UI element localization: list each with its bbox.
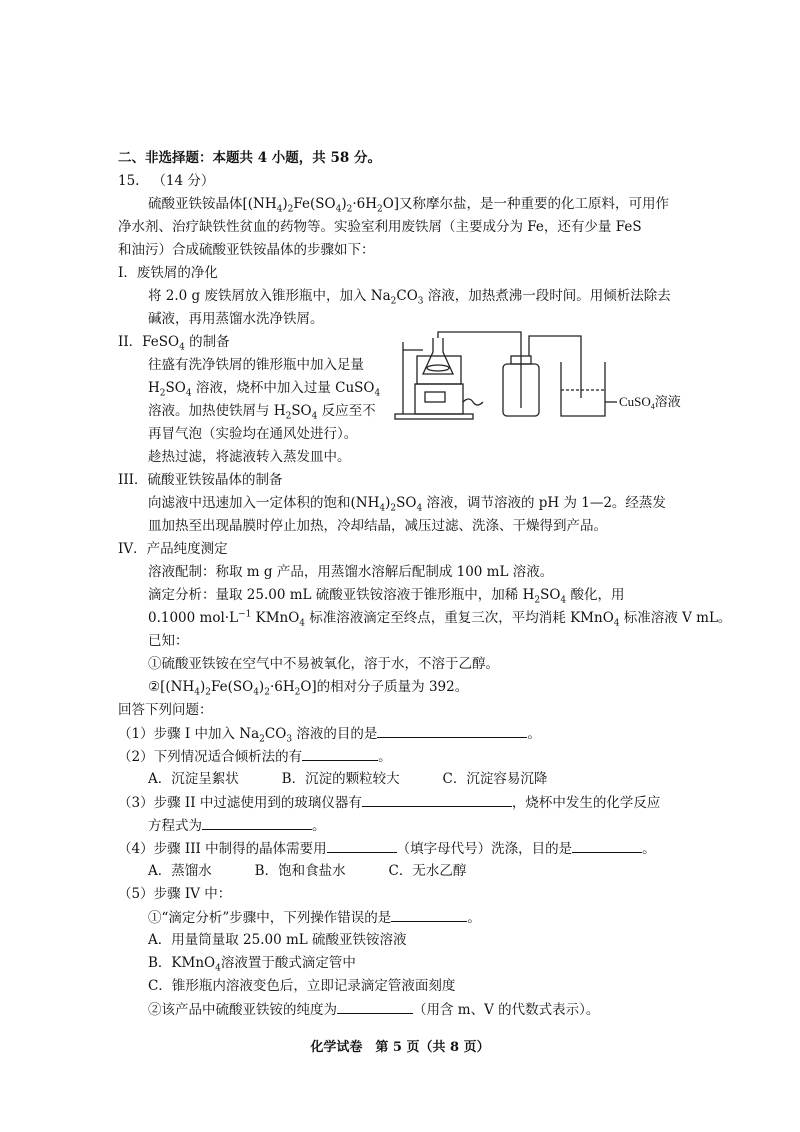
beaker: [561, 362, 605, 416]
step-4-title: IV．产品纯度测定: [118, 541, 228, 557]
answer-blank[interactable]: [202, 815, 312, 830]
question-5-part-2: ②该产品中硫酸亚铁铵的纯度为 （用含 m、V 的代数式表示）。: [148, 999, 599, 1020]
question-5: （5）步骤 IV 中：: [118, 886, 232, 902]
tube-1: [438, 332, 521, 364]
step-1-line-2: 碱液，再用蒸馏水洗净铁屑。: [148, 311, 324, 327]
step-1-line-1: 将 2.0 g 废铁屑放入锥形瓶中，加入 $Na_2CO_3$ 溶液，加热煮沸一段时间。用倾析法除去: [148, 288, 671, 307]
intro-line-3: 和油污）合成硫酸亚铁铵晶体的步骤如下：: [118, 242, 375, 258]
question-4-options: A．蒸馏水 B．饱和食盐水 C．无水乙醇: [148, 863, 467, 879]
question-2: （2）下列情况适合倾析法的有 。: [118, 746, 392, 767]
step-2-line-4: 再冒气泡（实验均在通风处进行）。: [148, 426, 358, 442]
stand-base: [395, 414, 473, 419]
answer-blank[interactable]: [302, 746, 378, 761]
answer-blank[interactable]: [391, 907, 467, 922]
step-4-prep: 溶液配制：称取 m g 产品，用蒸馏水溶解后配制成 100 mL 溶液。: [148, 564, 554, 580]
answer-blank[interactable]: [362, 792, 512, 807]
apparatus-figure: [393, 328, 693, 424]
answer-blank[interactable]: [377, 723, 527, 738]
step-1-title: I．废铁屑的净化: [118, 265, 218, 281]
question-5-part-1: ①“滴定分析”步骤中，下列操作错误的是 。: [148, 907, 481, 928]
step-4-titration-1: 滴定分析：量取 25.00 mL 硫酸亚铁铵溶液于锥形瓶中，加稀 $H_2SO_4$ 酸化，用: [148, 587, 625, 606]
tube-2: [529, 336, 581, 398]
water-bath: [417, 356, 461, 384]
question-1: （1）步骤 I 中加入 $Na_2CO_3$ 溶液的目的是 。: [118, 723, 541, 744]
question-5-option-c: C．锥形瓶内溶液变色后，立即记录滴定管液面刻度: [148, 978, 456, 994]
step-4-titration-2: 0.1000 $mol\cdot L^{-1}$ KMnO$_4$ 标准溶液滴定至终点，重复三次，平均消耗 KMnO$_4$ 标准溶液 V mL。: [148, 609, 732, 629]
step-3-line-1: 向滤液中迅速加入一定体积的饱和$(NH_4)_2SO_4$ 溶液，调节溶液的 pH 为 1—2。经蒸发: [148, 495, 666, 514]
heater-box: [415, 384, 463, 414]
question-4: （4）步骤 III 中制得的晶体需要用 （填字母代号）洗涤，目的是 。: [118, 838, 656, 859]
figure-label: CuSO$_4$溶液: [619, 394, 681, 411]
question-5-option-a: A．用量筒量取 25.00 mL 硫酸亚铁铵溶液: [148, 932, 407, 948]
page-footer: 化学试卷 第 5 页（共 8 页）: [310, 1040, 490, 1055]
step-2-line-3: 溶液。加热使铁屑与 $H_2SO_4$ 反应至不: [148, 403, 376, 422]
intro-line-2: 净水剂、治疗缺铁性贫血的药物等。实验室利用废铁屑（主要成分为 Fe，还有少量 FeS: [118, 219, 642, 235]
heater-dial: [425, 392, 445, 402]
known-1: ①硫酸亚铁铵在空气中不易被氧化，溶于水，不溶于乙醇。: [148, 656, 499, 672]
question-3-cont: 方程式为 。: [148, 815, 326, 836]
answer-blank[interactable]: [572, 838, 642, 853]
step-2-line-5: 趁热过滤，将滤液转入蒸发皿中。: [148, 449, 351, 465]
apparatus-drawing: [393, 328, 693, 424]
step-2-line-2: $H_2SO_4$ 溶液，烧杯中加入过量 CuSO$_4$: [148, 380, 381, 399]
question-3: （3）步骤 II 中过滤使用到的玻璃仪器有 ，烧杯中发生的化学反应: [118, 792, 660, 813]
heater-cord: [463, 399, 483, 405]
iron-scraps: [427, 365, 449, 371]
question-score: （14 分）: [152, 173, 215, 189]
step-2-line-1: 往盛有洗净铁屑的锥形瓶中加入足量: [148, 357, 364, 373]
known-2: $②[(NH_4)_2Fe(SO_4)_2\cdot 6H_2O]$的相对分子质量为 392。: [148, 679, 469, 698]
answer-blank[interactable]: [337, 999, 413, 1014]
question-15-header: [118, 171, 214, 191]
intro-line-1: 硫酸亚铁铵晶体$[(NH_4)_2Fe(SO_4)_2\cdot 6H_2O]$又称摩尔盐，是一种重要的化工原料，可用作: [148, 196, 670, 215]
question-5-option-b: B．KMnO$_4$溶液置于酸式滴定管中: [148, 955, 356, 974]
section-heading: 二、非选择题：本题共 4 小题，共 58 分。: [118, 150, 381, 166]
known-label: 已知：: [148, 633, 189, 649]
step-2-title: II．FeSO$_4$ 的制备: [118, 334, 230, 353]
question-2-options: A．沉淀呈絮状 B．沉淀的颗粒较大 C．沉淀容易沉降: [148, 771, 548, 787]
step-3-line-2: 皿加热至出现晶膜时停止加热，冷却结晶，减压过滤、洗涤、干燥得到产品。: [148, 518, 607, 534]
question-number: 15.: [118, 173, 140, 189]
step-3-title: III．硫酸亚铁铵晶体的制备: [118, 472, 283, 488]
answer-blank[interactable]: [327, 838, 397, 853]
questions-intro: 回答下列问题：: [118, 702, 213, 718]
